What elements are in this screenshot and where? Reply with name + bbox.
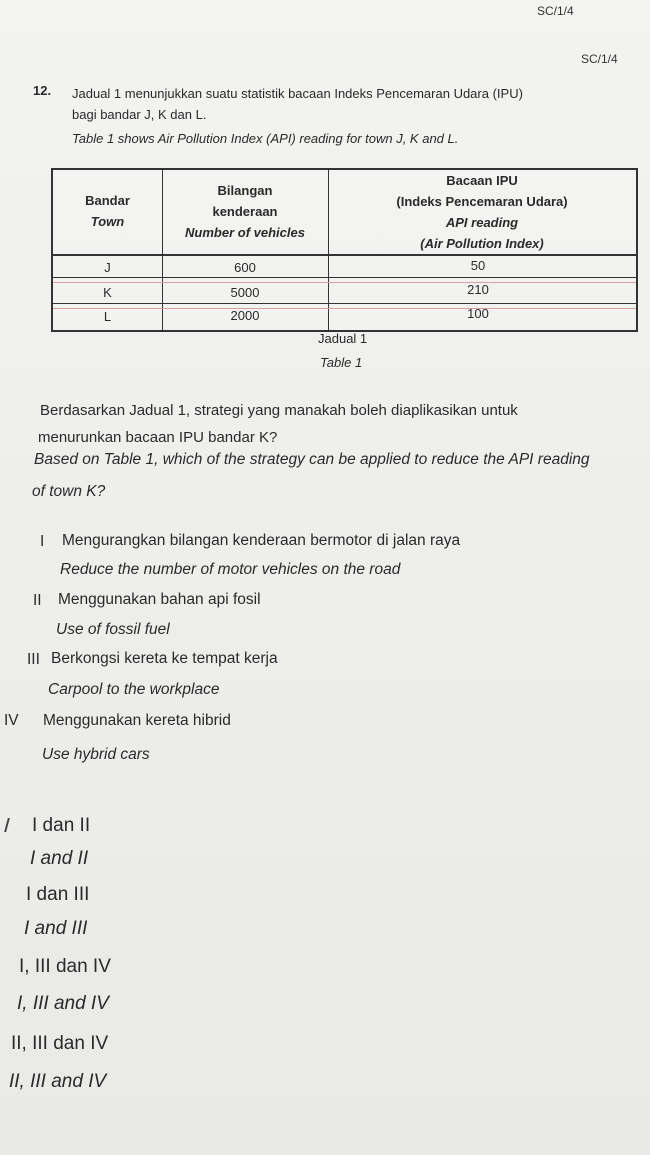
answer-4-ms[interactable]: II, III dan IV [11, 1033, 109, 1054]
row-l-api: 100 [467, 306, 489, 321]
row-k-town: K [103, 285, 112, 300]
question-ms-line2: bagi bandar J, K dan L. [72, 107, 207, 122]
statement-2-ms: Menggunakan bahan api fosil [58, 591, 261, 608]
table-caption-en: Table 1 [320, 355, 363, 370]
statement-1-en: Reduce the number of motor vehicles on the road [60, 561, 401, 578]
answer-2-en[interactable]: I and III [24, 918, 88, 939]
statement-2-number: II [33, 592, 42, 609]
statement-1-number: I [40, 533, 45, 550]
answer-3-ms[interactable]: I, III dan IV [19, 956, 111, 977]
statement-1-ms: Mengurangkan bilangan kenderaan bermotor di jalan raya [62, 532, 461, 549]
stem-en-line2: of town K? [32, 483, 106, 500]
question-ms-line1: Jadual 1 menunjukkan suatu statistik bacaan Indeks Pencemaran Udara (IPU) [72, 86, 523, 101]
statement-3-number: III [27, 651, 40, 668]
statement-4-number: IV [4, 712, 19, 729]
row-j-town: J [104, 260, 111, 275]
statement-3-en: Carpool to the workplace [48, 681, 220, 698]
question-en-line: Table 1 shows Air Pollution Index (API) reading for town J, K and L. [72, 131, 459, 146]
table-caption-ms: Jadual 1 [318, 331, 368, 346]
statement-2-en: Use of fossil fuel [56, 621, 170, 638]
row-k-vehicles: 5000 [230, 285, 260, 300]
header-town: Bandar Town [85, 193, 130, 229]
page-code-section: SC/1/4 [581, 52, 618, 66]
stem-en-line1: Based on Table 1, which of the strategy can be applied to reduce the API reading [34, 451, 590, 468]
header-vehicles: Bilangan kenderaan Number of vehicles [185, 183, 305, 240]
row-l-town: L [103, 309, 112, 324]
header-api: Bacaan IPU (Indeks Pencemaran Udara) API reading (Air Pollution Index) [396, 173, 568, 251]
question-number: 12. [33, 83, 52, 98]
statement-4-en: Use hybrid cars [42, 746, 150, 763]
stem-ms-line1: Berdasarkan Jadual 1, strategi yang manakah boleh diaplikasikan untuk [40, 402, 518, 419]
answer-2-ms[interactable]: I dan III [26, 884, 90, 905]
page-code-top: SC/1/4 [537, 4, 574, 18]
answer-1-ms[interactable]: I dan II [32, 815, 91, 836]
statement-4-ms: Menggunakan kereta hibrid [43, 712, 231, 729]
answer-3-en[interactable]: I, III and IV [17, 993, 109, 1014]
stem-ms-line2: menurunkan bacaan IPU bandar K? [38, 429, 278, 446]
row-j-api: 50 [470, 258, 486, 273]
row-j-vehicles: 600 [234, 260, 256, 275]
data-table [51, 168, 638, 332]
statement-3-ms: Berkongsi kereta ke tempat kerja [51, 650, 278, 667]
answer-4-en[interactable]: II, III and IV [9, 1071, 107, 1092]
answer-1-en[interactable]: I and II [30, 848, 89, 869]
option-a-letter-fragment [0, 818, 10, 832]
row-k-api: 210 [467, 282, 489, 297]
row-l-vehicles: 2000 [230, 308, 260, 323]
